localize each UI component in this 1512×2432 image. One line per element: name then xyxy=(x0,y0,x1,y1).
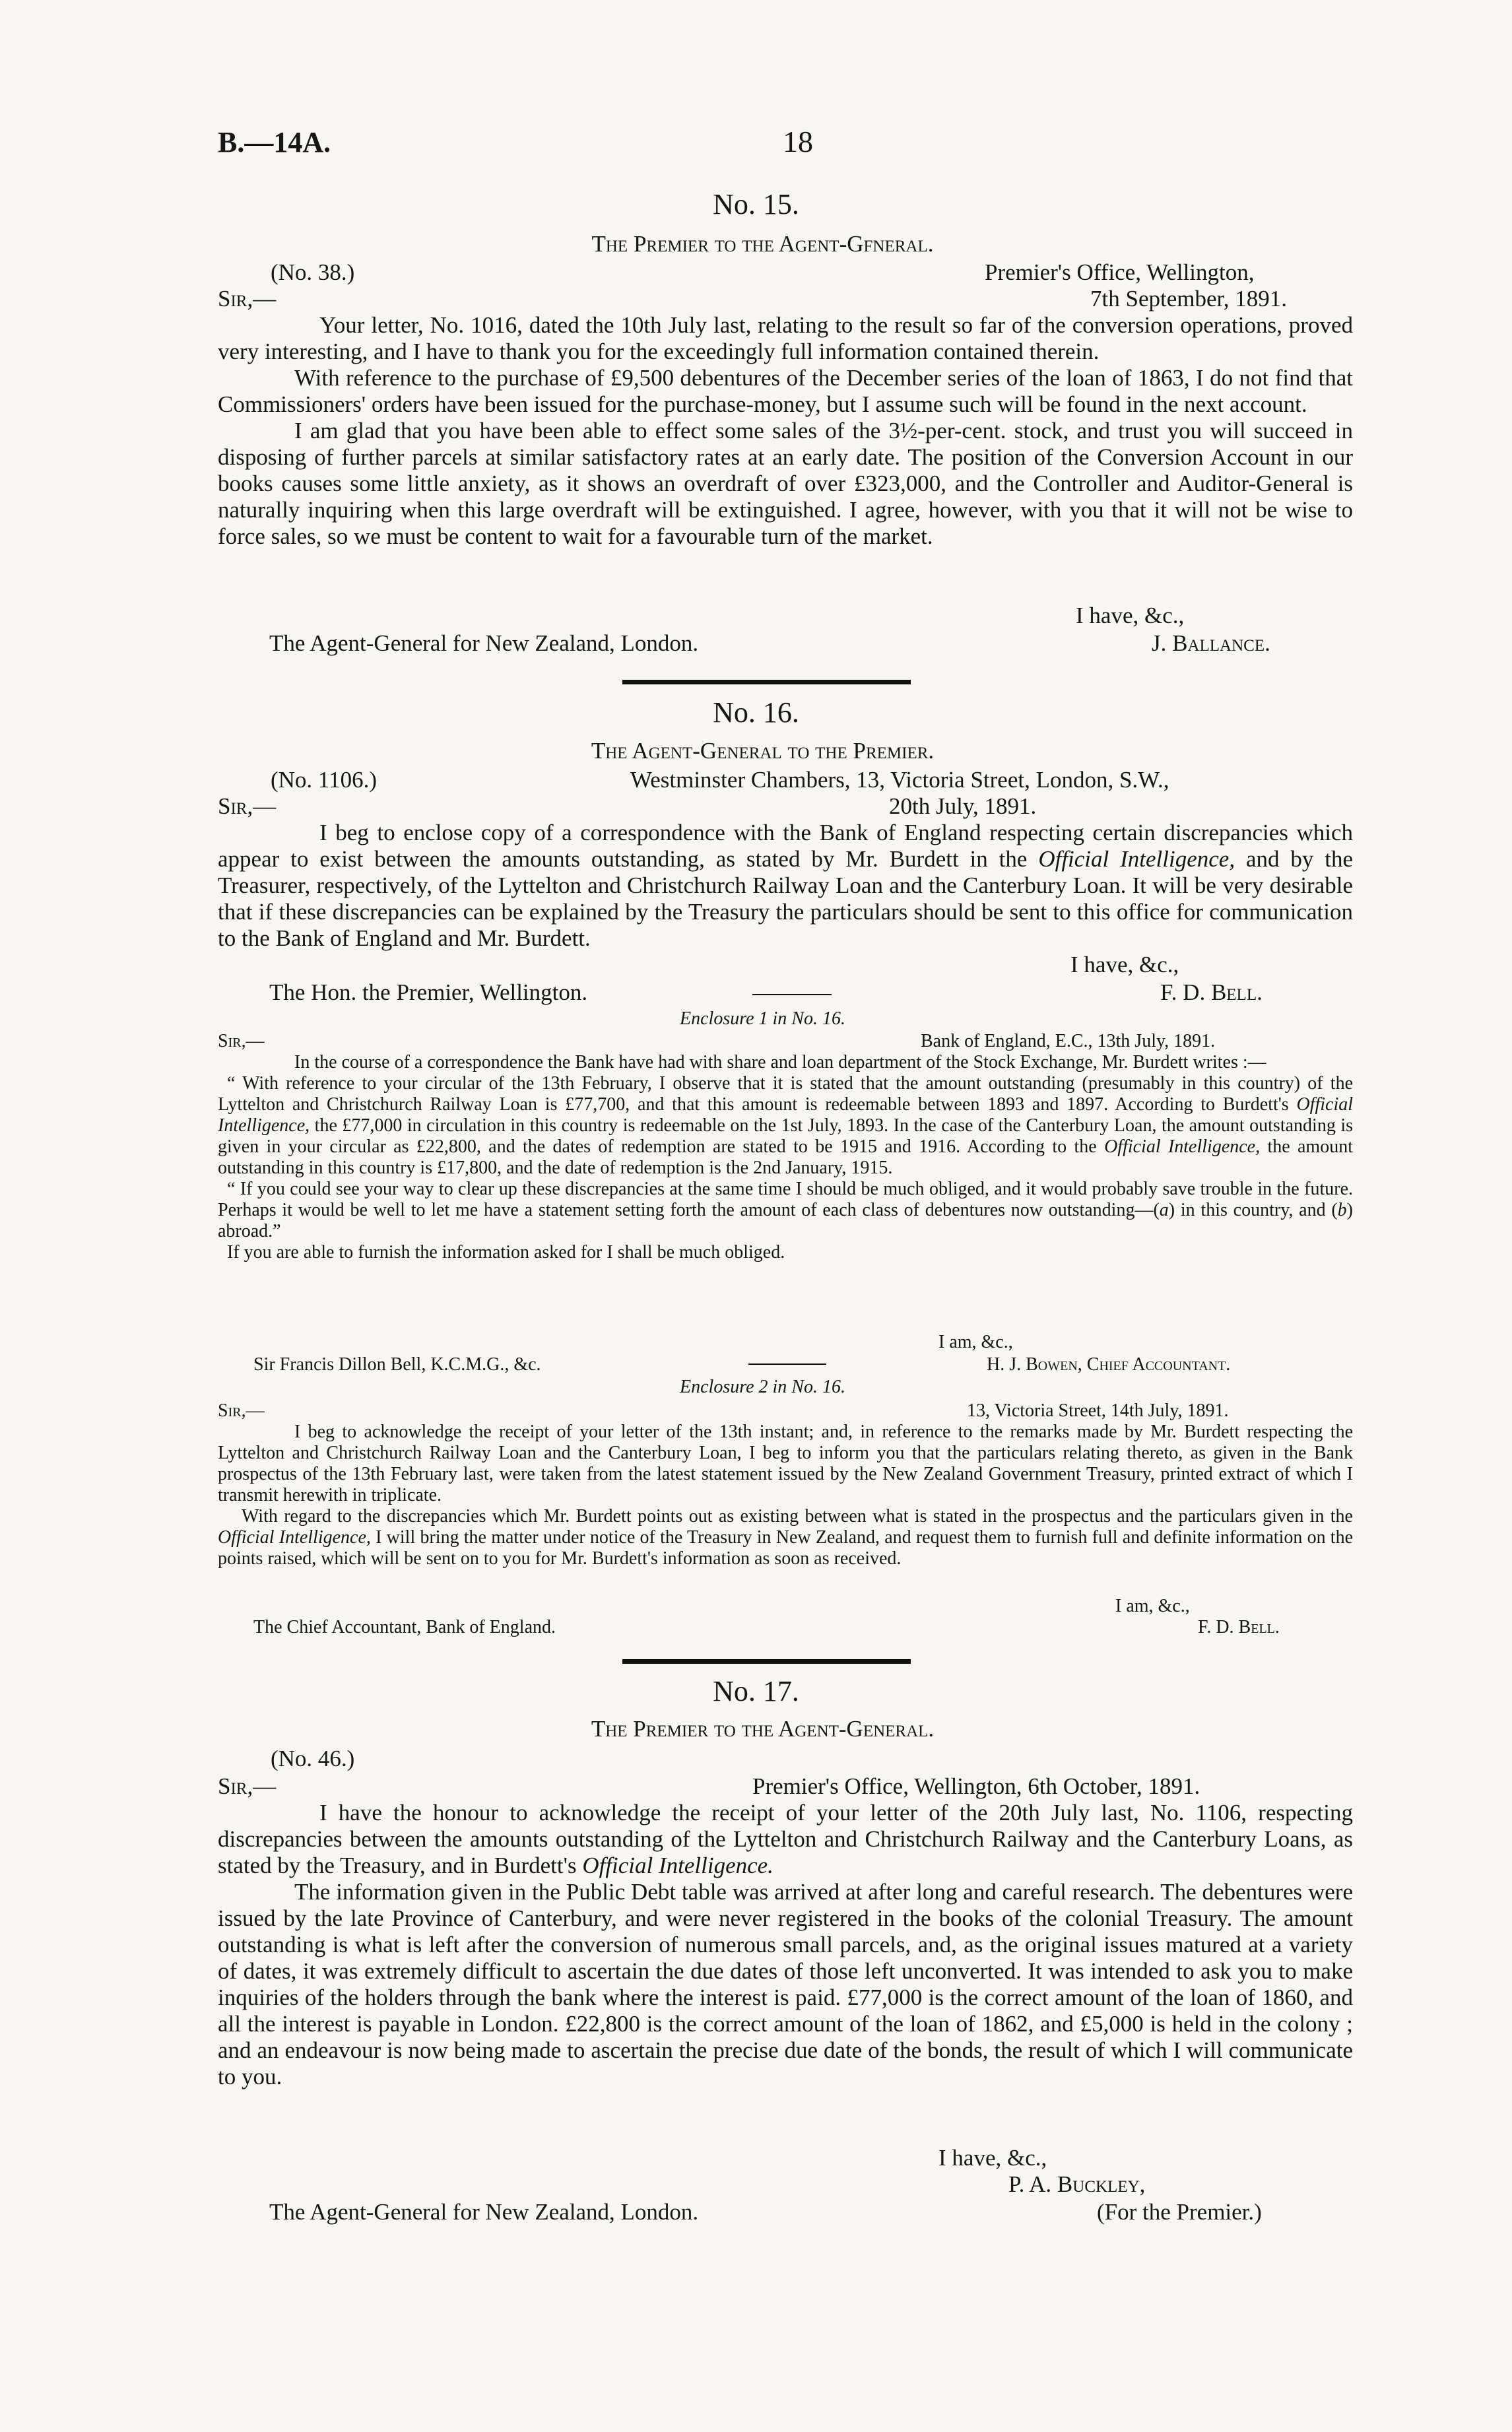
quote-1-text-b: the £77,000 in circulation in this country is redeemable on the 1st July, 1893. In the case of the Canterbury Loan, the amount outstanding is given in your circular as £22,800, and the dates of redemption are stated to be 1915 and 1916. According to the xyxy=(218,1115,1353,1157)
letter-15-addressee: The Agent-General for New Zealand, London. xyxy=(269,630,699,656)
quote-2-letter-b: b xyxy=(1337,1200,1347,1220)
letter-15-salutation: Sir,— xyxy=(218,286,277,312)
letter-15-paragraph-1: Your letter, No. 1016, dated the 10th July last, relating to the result so far of the conversion operations, proved very interesting, and I have to thank you for the exceedingly full information contained therein. xyxy=(218,312,1353,364)
enclosure-2-addressee: The Chief Accountant, Bank of England. xyxy=(253,1617,556,1637)
enclosure-2-salutation: Sir,— xyxy=(218,1400,265,1421)
quote-1-text-c: the amount outstanding in this country is £17,800, and the date of redemption is the 2nd January, 1915. xyxy=(218,1136,1353,1178)
letter-17-paragraph-2: The information given in the Public Debt table was arrived at after long and careful research. The debentures were issued by the late Province of Canterbury, and were never registered in the books of the colonial Treasury. The amount outstanding is what is left after the conversion of numerous small parcels, and, as the original issues matured at a variety of dates, it was extremely difficult to ascertain the due dates of those left unconverted. It was intended to ask you to make inquiries of the holders through the bank where the interest is paid. £77,000 is the correct amount of the loan of 1860, and all the interest is payable in London. £22,800 is the correct amount of the loan of 1862, and £5,000 is held in the colony ; and an endeavour is now being made to ascertain the precise due date of the bonds, the result of which I will communicate to you. xyxy=(218,1879,1353,2089)
official-intelligence-title: Official Intelligence, xyxy=(218,1094,1353,1136)
letter-16-body xyxy=(218,820,1353,952)
letter-17-body xyxy=(218,1800,1353,2090)
letter-17-signature: P. A. Buckley, xyxy=(1008,2171,1146,2197)
enclosure-1-label: Enclosure 1 in No. 16. xyxy=(680,1008,845,1029)
page-number: 18 xyxy=(783,125,813,158)
series-label: B.—14A. xyxy=(218,126,331,158)
letter-15-office: Premier's Office, Wellington, xyxy=(985,259,1255,285)
letter-16-salutation: Sir,— xyxy=(218,793,277,819)
enclosure-1-closing: I am, &c., xyxy=(938,1332,1013,1352)
letter-15-closing: I have, &c., xyxy=(1076,603,1185,628)
letter-16-number: No. 16. xyxy=(713,696,799,729)
letter-15-date: 7th September, 1891. xyxy=(1090,286,1287,312)
enclosure-1-quote-2 xyxy=(218,1179,1353,1242)
quote-2-text-c: ) abroad.” xyxy=(218,1200,1353,1241)
enclosure-2-body xyxy=(218,1422,1353,1569)
letter-16-text-a: I beg to enclose copy of a correspondence with the Bank of England respecting certain discrepancies which appear to exist between the amounts outstanding, as stated by Mr. Burdett in the xyxy=(218,820,1353,872)
letter-15-paragraph-3: I am glad that you have been able to effect some sales of the 3½-per-cent. stock, and trust you will succeed in disposing of further parcels at similar satisfactory rates at an early date. The position of the Conversion Account in our books causes some little anxiety, as it shows an overdraft of over £323,000, and the Controller and Auditor-General is naturally inquiring when this large overdraft will be extinguished. I agree, however, with you that it will not be wise to force sales, so we must be content to wait for a favourable turn of the market. xyxy=(218,418,1353,549)
letter-17-ref: (No. 46.) xyxy=(271,1746,355,1771)
official-intelligence-title: Official Intelligence, xyxy=(1038,846,1235,872)
letter-15-signature: J. Ballance. xyxy=(1152,630,1270,656)
quote-2-text-a: “ If you could see your way to clear up these discrepancies at the same time I should be much obliged, and it would probably save trouble in the future. Perhaps it would be well to let me have a statement setting forth the amount of each class of debentures now outstanding—( xyxy=(218,1179,1353,1220)
quote-1-text-a: “ With reference to your circular of the 13th February, I observe that it is stated that the amount outstanding (presumably in this country) of the Lyttelton and Christchurch Railway Loan is £77,700, and that this amount is redeemable between 1893 and 1897. According to Burdett's xyxy=(218,1073,1353,1115)
letter-16-paragraph-1 xyxy=(218,820,1353,952)
enclosure-1-quote-1 xyxy=(218,1073,1353,1179)
letter-16-addressee: The Hon. the Premier, Wellington. xyxy=(269,979,588,1005)
letter-17-salutation: Sir,— xyxy=(218,1773,277,1799)
enclosure-2-label: Enclosure 2 in No. 16. xyxy=(680,1377,845,1397)
quote-2-text-b: ) in this country, and ( xyxy=(1168,1200,1338,1220)
short-divider xyxy=(748,1364,826,1365)
section-divider xyxy=(622,680,911,684)
letter-17-office-date: Premier's Office, Wellington, 6th October, 1891. xyxy=(752,1773,1200,1799)
enclosure-1-paragraph-1: In the course of a correspondence the Bank have had with share and loan department of the Stock Exchange, Mr. Burdett writes :— xyxy=(294,1052,1266,1072)
letter-16-closing: I have, &c., xyxy=(1070,952,1179,977)
enclosure-1-signature: H. J. Bowen, Chief Accountant. xyxy=(987,1354,1231,1375)
enclosure-2-signature: F. D. Bell. xyxy=(1198,1617,1280,1637)
quote-2-letter-a: a xyxy=(1159,1200,1169,1220)
letter-17-closing: I have, &c., xyxy=(938,2145,1047,2171)
enclosure-1-addressee: Sir Francis Dillon Bell, K.C.M.G., &c. xyxy=(253,1354,541,1375)
official-intelligence-title: Official Intelligence. xyxy=(582,1853,773,1878)
enclosure-1-salutation: Sir,— xyxy=(218,1031,265,1051)
letter-15-paragraph-2: With reference to the purchase of £9,500 debentures of the December series of the loan of 1863, I do not find that Commissioners' orders have been issued for the purchase-money, but I assume such will be found in the next account. xyxy=(218,365,1353,417)
letter-16-text-b: and by the Treasurer, respectively, of the Lyttelton and Christchurch Railway Loan and the Canterbury Loan. It will be very desirable that if these discrepancies can be explained by the Treasury the particulars should be sent to this office for communication to the Bank of England and Mr. Burdett. xyxy=(218,846,1354,951)
enclosure-1-body xyxy=(218,1052,1353,1263)
official-intelligence-title: Official Intelligence, xyxy=(1104,1136,1261,1157)
enclosure-1-place-date: Bank of England, E.C., 13th July, 1891. xyxy=(921,1031,1216,1051)
letter-15-ref: (No. 38.) xyxy=(271,259,355,285)
letter-15-number: No. 15. xyxy=(713,188,799,220)
enclosure-2-text-b: I will bring the matter under notice of the Treasury in New Zealand, and request them to furnish full and definite information on the points raised, which will be sent on to you for Mr. Burdett's information as soon as received. xyxy=(218,1527,1353,1569)
section-divider xyxy=(622,1659,911,1664)
enclosure-2-text-a: With regard to the discrepancies which Mr. Burdett points out as existing between what is stated in the prospectus and the particulars given in the xyxy=(242,1506,1353,1527)
letter-15-body xyxy=(218,312,1353,550)
enclosure-2-paragraph-2 xyxy=(218,1506,1353,1569)
short-divider xyxy=(752,994,832,995)
letter-16-ref: (No. 1106.) xyxy=(271,767,378,793)
letter-17-paragraph-1 xyxy=(218,1800,1353,1879)
letter-16-office: Westminster Chambers, 13, Victoria Street, London, S.W., xyxy=(630,767,1169,793)
letter-17-title: The Premier to the Agent-General. xyxy=(591,1716,935,1742)
official-intelligence-title: Official Intelligence, xyxy=(218,1527,371,1548)
letter-17-text-a: I have the honour to acknowledge the receipt of your letter of the 20th July last, No. 1106, respecting discrepancies between the amounts outstanding of the Lyttelton and Christchurch Railway and the Canterbury Loans, as stated by the Treasury, and in Burdett's xyxy=(218,1800,1353,1878)
enclosure-2-closing: I am, &c., xyxy=(1115,1596,1190,1616)
letter-16-title: The Agent-General to the Premier. xyxy=(591,738,935,764)
letter-17-signature-note: (For the Premier.) xyxy=(1097,2199,1262,2225)
enclosure-2-paragraph-1: I beg to acknowledge the receipt of your letter of the 13th instant; and, in reference to the remarks made by Mr. Burdett respecting the Lyttelton and Christchurch Railway Loan and the Canterbury Loan, I beg to inform you that the particulars relating thereto, as given in the Bank prospectus of the 13th February last, were taken from the latest statement issued by the New Zealand Government Treasury, printed extract of which I transmit herewith in triplicate. xyxy=(218,1422,1353,1505)
letter-15-title: The Premier to the Agent-Gfneral. xyxy=(591,231,934,257)
letter-17-number: No. 17. xyxy=(713,1675,799,1707)
enclosure-1-paragraph-3: If you are able to furnish the information asked for I shall be much obliged. xyxy=(227,1242,785,1263)
enclosure-2-place-date: 13, Victoria Street, 14th July, 1891. xyxy=(967,1400,1229,1421)
letter-17-addressee: The Agent-General for New Zealand, London. xyxy=(269,2199,699,2225)
letter-16-date: 20th July, 1891. xyxy=(889,793,1037,819)
letter-16-signature: F. D. Bell. xyxy=(1160,979,1263,1005)
